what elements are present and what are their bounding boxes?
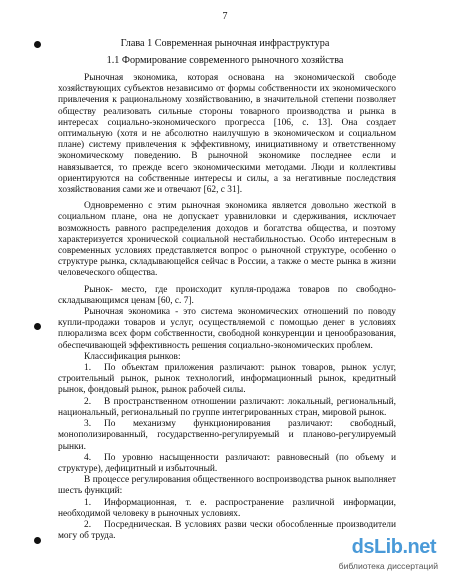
- item-number: 1.: [84, 497, 92, 508]
- item-text: Информационная, т. е. распространение различной информации, необходимой человеку в рыночных условиях.: [58, 497, 396, 519]
- watermark-stamp: [314, 536, 442, 576]
- paragraph: Рынок- место, где происходит купля-продажа товаров по свободно-складывающимся ценам [60, с. 7].: [58, 284, 396, 306]
- item-text: По объектам приложения различают: рынок товаров, рынок услуг, строительный рынок, рынок технологий, информационный рынок, кредитный рынок, фондовый рынок, рынок рабочей силы.: [58, 363, 396, 396]
- watermark-caption: библиотека диссертаций: [338, 561, 438, 571]
- item-text: По уровню насыщенности различают: равновесный (по объему и структуре), дефицитный и избыточный.: [58, 452, 396, 474]
- margin-bullet-icon: [34, 41, 41, 48]
- classification-item: [58, 453, 396, 475]
- body-text: [58, 73, 396, 542]
- classification-item: [58, 397, 396, 419]
- section-title: 1.1 Формирование современного рыночного хозяйства: [106, 55, 344, 66]
- item-text: В пространственном отношении различают: локальный, региональный, национальный, региональный по группе интегрированных стран, мировой рынок.: [58, 396, 396, 418]
- functions-intro: В процессе регулирования общественного воспроизводства рынок выполняет шесть функций:: [58, 475, 396, 497]
- item-number: 2.: [84, 519, 92, 530]
- paragraph: Рыночная экономика, которая основана на экономической свободе хозяйствующих субъектов независимо от формы собственности их экономического привлечения к рациональному хозяйствованию, в значительной степени позволяет обществу реализовать сильные стороны товарного производства и рынка в интересах социально-экономического прогресса [106, с. 13]. Она создает оптимальную (хотя и не абсолютно наилучшую в экономическом и социальном плане) систему привлечения к эффективному, инициативному и ответственному экономическому поведению. В рыночной экономике последнее если и навязывается, то прежде всего экономическими методами. Люди и коллективы ориентируются на собственные интересы и силы, а за негативные последствия хозяйствования сами же и отвечают [62, с 31].: [58, 73, 396, 196]
- item-text: По механизму функционирования различают: свободный, монополизированный, государственно-регулируемый и планово-регулируемый рынки.: [58, 419, 396, 452]
- classification-item: [58, 363, 396, 397]
- function-item: [58, 498, 396, 520]
- watermark-logo: dsLib.net: [351, 536, 436, 558]
- item-text: Посредническая. В условиях разви чески обособленные производители могу об труда.: [58, 519, 396, 542]
- paragraph: Одновременно с этим рыночная экономика является довольно жесткой в социальном плане, она не допускает уравниловки и сдерживания, исключает возможность равного распределения доходов и богатства общества, и поэтому характеризуется хронической социальной нестабильностью. Особо интересным в современных условиях представляется вопрос о рыночной структуре, особенно о структуре рынка, складывающейся сейчас в России, а также о месте рынка в жизни человеческого общества.: [58, 201, 396, 279]
- paragraph: Рыночная экономика - это система экономических отношений по поводу купли-продажи товаров и услуг, осуществляемой с помощью денег в условиях плюрализма всех форм собственности, свободной конкуренции и ценообразования, обеспечивающей эффективность решения социально-экономических проблем.: [58, 307, 396, 351]
- paragraph: Классификация рынков:: [84, 351, 181, 362]
- item-number: 2.: [84, 396, 92, 407]
- classification-item: [58, 419, 396, 453]
- margin-bullet-icon: [34, 537, 41, 544]
- item-number: 4.: [84, 452, 92, 463]
- page-number: 7: [222, 11, 228, 22]
- chapter-title: Глава 1 Современная рыночная инфраструктура: [120, 38, 330, 49]
- item-number: 3.: [84, 419, 92, 430]
- margin-bullet-icon: [34, 323, 41, 330]
- item-number: 1.: [84, 363, 92, 374]
